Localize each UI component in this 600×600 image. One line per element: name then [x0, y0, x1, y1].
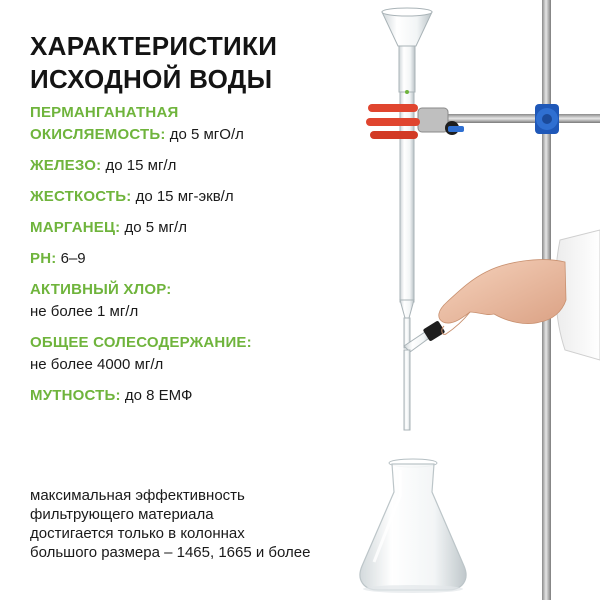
property-value: не более 1 мг/л — [30, 303, 139, 320]
footnote-line: максимальная эффективность — [30, 487, 245, 504]
property-label: ПЕРМАНГАНАТНАЯ — [30, 104, 179, 121]
property-total-salinity — [30, 332, 330, 376]
property-value: до 15 мг/л — [105, 157, 177, 174]
property-label: ЖЕЛЕЗО: — [30, 157, 102, 174]
title-line-2: ИСХОДНОЙ ВОДЫ — [30, 64, 273, 94]
property-value: до 8 ЕМФ — [124, 387, 193, 404]
boss-head — [535, 104, 559, 134]
property-active-chlorine — [30, 279, 330, 323]
erlenmeyer-flask — [360, 459, 466, 593]
footnote-line: большого размера – 1465, 1665 и более — [30, 544, 311, 561]
footnote-line: достигается только в колоннах — [30, 525, 245, 542]
property-label: ОБЩЕЕ СОЛЕСОДЕРЖАНИЕ: — [30, 334, 252, 351]
red-clamp-grips — [366, 104, 420, 139]
property-label: АКТИВНЫЙ ХЛОР: — [30, 281, 172, 298]
property-label: ЖЕСТКОСТЬ: — [30, 188, 132, 205]
property-value: до 5 мгО/л — [169, 126, 244, 143]
glass-column — [382, 8, 445, 430]
footnote — [30, 486, 370, 562]
footnote-line: фильтрующего материала — [30, 506, 214, 523]
property-turbidity — [30, 385, 330, 407]
clamp-rod — [440, 114, 600, 123]
property-iron — [30, 155, 330, 177]
property-label: PH: — [30, 250, 57, 267]
property-value: не более 4000 мг/л — [30, 356, 164, 373]
property-label: МУТНОСТЬ: — [30, 387, 121, 404]
property-manganese — [30, 217, 330, 239]
property-permanganate — [30, 102, 330, 146]
page-title — [30, 30, 330, 96]
title-line-1: ХАРАКТЕРИСТИКИ — [30, 31, 278, 61]
property-label: МАРГАНЕЦ: — [30, 219, 121, 236]
property-hardness — [30, 186, 330, 208]
property-value: 6–9 — [60, 250, 86, 267]
property-label: ОКИСЛЯЕМОСТЬ: — [30, 126, 166, 143]
property-ph — [30, 248, 330, 270]
property-value: до 5 мг/л — [124, 219, 187, 236]
property-value: до 15 мг-экв/л — [135, 188, 234, 205]
property-list — [30, 102, 330, 416]
